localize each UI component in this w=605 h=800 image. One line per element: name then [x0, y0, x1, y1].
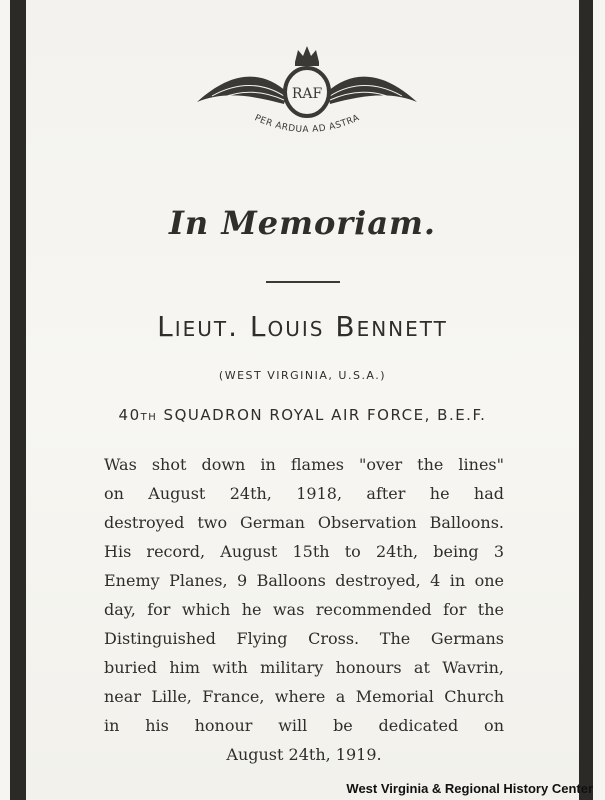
svg-text:RAF: RAF	[291, 86, 323, 102]
memorial-text-line: near Lille, France, where a Memorial Church	[104, 687, 504, 706]
squadron-name: SQUADRON ROYAL AIR FORCE, B.E.F.	[163, 406, 487, 424]
mourning-border-right	[579, 0, 593, 800]
squadron-line	[0, 406, 605, 424]
squadron-suffix: TH	[140, 412, 158, 423]
memorial-text-line: in his honour will be dedicated on	[104, 716, 504, 735]
raf-wings-crest-icon	[192, 30, 422, 140]
squadron-number: 40	[118, 406, 141, 424]
divider-rule	[266, 281, 340, 283]
memorial-text-line: August 24th, 1919.	[226, 745, 382, 764]
memorial-text-line: His record, August 15th to 24th, being 3	[104, 542, 504, 561]
crest-motto: PER ARDUA AD ASTRA	[252, 113, 362, 136]
memorial-text-line: day, for which he was recommended for the	[104, 600, 504, 619]
honoree-state: (WEST VIRGINIA, U.S.A.)	[218, 369, 387, 382]
honoree-name: Lieut. Louis Bennett	[157, 310, 448, 343]
mourning-border-left	[10, 0, 26, 800]
memorial-text-line: Was shot down in flames "over the lines"	[104, 455, 504, 474]
memorial-text-line: buried him with military honours at Wavrin,	[104, 658, 504, 677]
memorial-text-line: Distinguished Flying Cross. The Germans	[104, 629, 504, 648]
memorial-text-line: on August 24th, 1918, after he had	[104, 484, 504, 503]
archive-credit: West Virginia & Regional History Center	[346, 781, 593, 796]
memorial-text-line: Enemy Planes, 9 Balloons destroyed, 4 in one	[104, 571, 504, 590]
memorial-text-line: destroyed two German Observation Balloons.	[104, 513, 504, 532]
heading-in-memoriam: In Memoriam.	[168, 204, 437, 242]
memorial-text	[104, 450, 504, 769]
